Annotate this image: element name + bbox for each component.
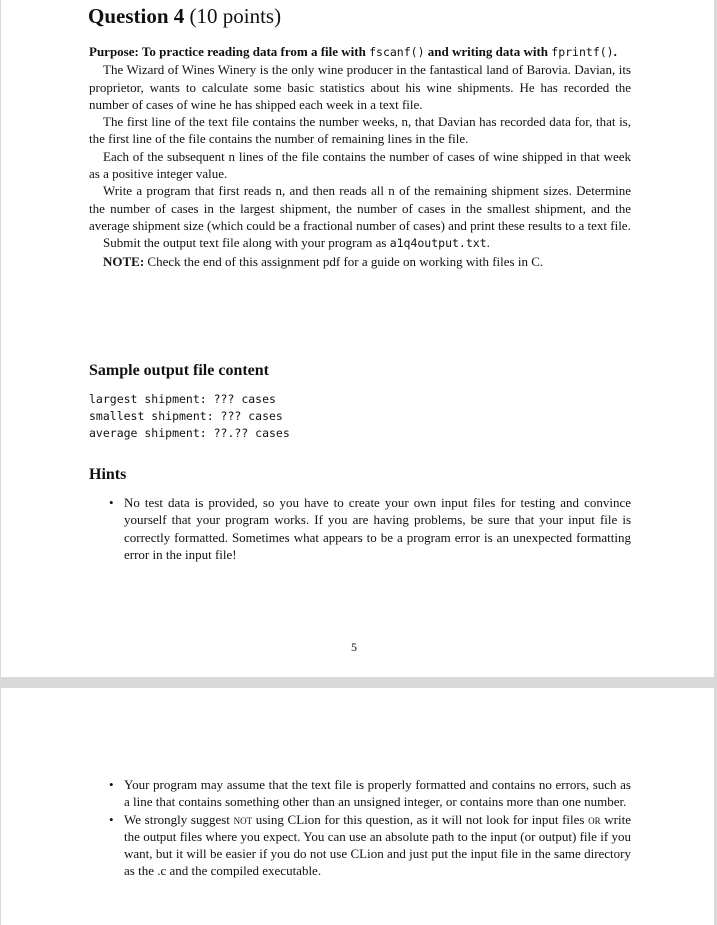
list-item: • No test data is provided, so you have to create your own input files for testing and convince yourself that your program works. If you are having problems, be sure that your input file is correctly formatted. Sometimes what appears to be a program error is an unexpected formatting error in the input file! [109, 495, 631, 562]
purpose-statement: Purpose: To practice reading data from a file with fscanf() and writing data with fprintf(). [89, 44, 617, 59]
question-title: Question 4 (10 points) [88, 4, 282, 28]
question-body [89, 43, 631, 270]
bullet-icon: • [109, 811, 114, 827]
page-number: 5 [351, 640, 357, 654]
hints-list-continued [89, 776, 631, 880]
sample-output-code [89, 391, 631, 442]
paragraph-submit: Submit the output text file along with your program as a1q4output.txt. [103, 235, 490, 251]
document-page-1 [1, 0, 714, 677]
document-page-2 [1, 688, 714, 925]
list-item: • Your program may assume that the text file is properly formatted and contains no errors, such as a line that contains something other than an unsigned integer, or contains more than one number. [109, 777, 631, 810]
list-item: • We strongly suggest not using CLion for this question, as it will not look for input files or write the output files where you expect. You can use an absolute path to the input (or output) file if you want, but it will be easier if you do not use CLion and just put the input file in the same directory as the .c and the compiled executable. [109, 811, 632, 879]
paragraph-first-line: The first line of the text file contains the number weeks, n, that Davian has recorded data for, that is, the first line of the file contains the number of remaining lines in the file. [89, 114, 631, 147]
bullet-icon: • [109, 495, 114, 510]
paragraph-subsequent-lines: Each of the subsequent n lines of the file contains the number of cases of wine shipped in that week as a positive integer value. [89, 148, 631, 182]
note-paragraph: NOTE: Check the end of this assignment pdf for a guide on working with files in C. [103, 253, 544, 269]
bullet-icon: • [109, 777, 114, 792]
code-line-largest: largest shipment: ??? cases [89, 392, 276, 406]
hints-list [89, 494, 631, 563]
paragraph-intro: The Wizard of Wines Winery is the only wine producer in the fantastical land of Barovia. Davian, its proprietor, wants to calculate some basic statistics about his wine shipments. He has recorded the number of cases of wine he has shipped each week in a text file. [89, 62, 631, 112]
code-line-smallest: smallest shipment: ??? cases [89, 409, 283, 423]
paragraph-task: Write a program that first reads n, and then reads all n of the remaining shipment sizes. Determine the number of cases in the largest shipment, the number of cases in the smallest shipment, and the average shipment size (which could be a fractional number of cases) and print these results to a text file. [89, 183, 631, 233]
sample-output-heading: Sample output file content [89, 362, 269, 379]
code-line-average: average shipment: ??.?? cases [89, 426, 290, 440]
hints-heading: Hints [89, 466, 127, 483]
